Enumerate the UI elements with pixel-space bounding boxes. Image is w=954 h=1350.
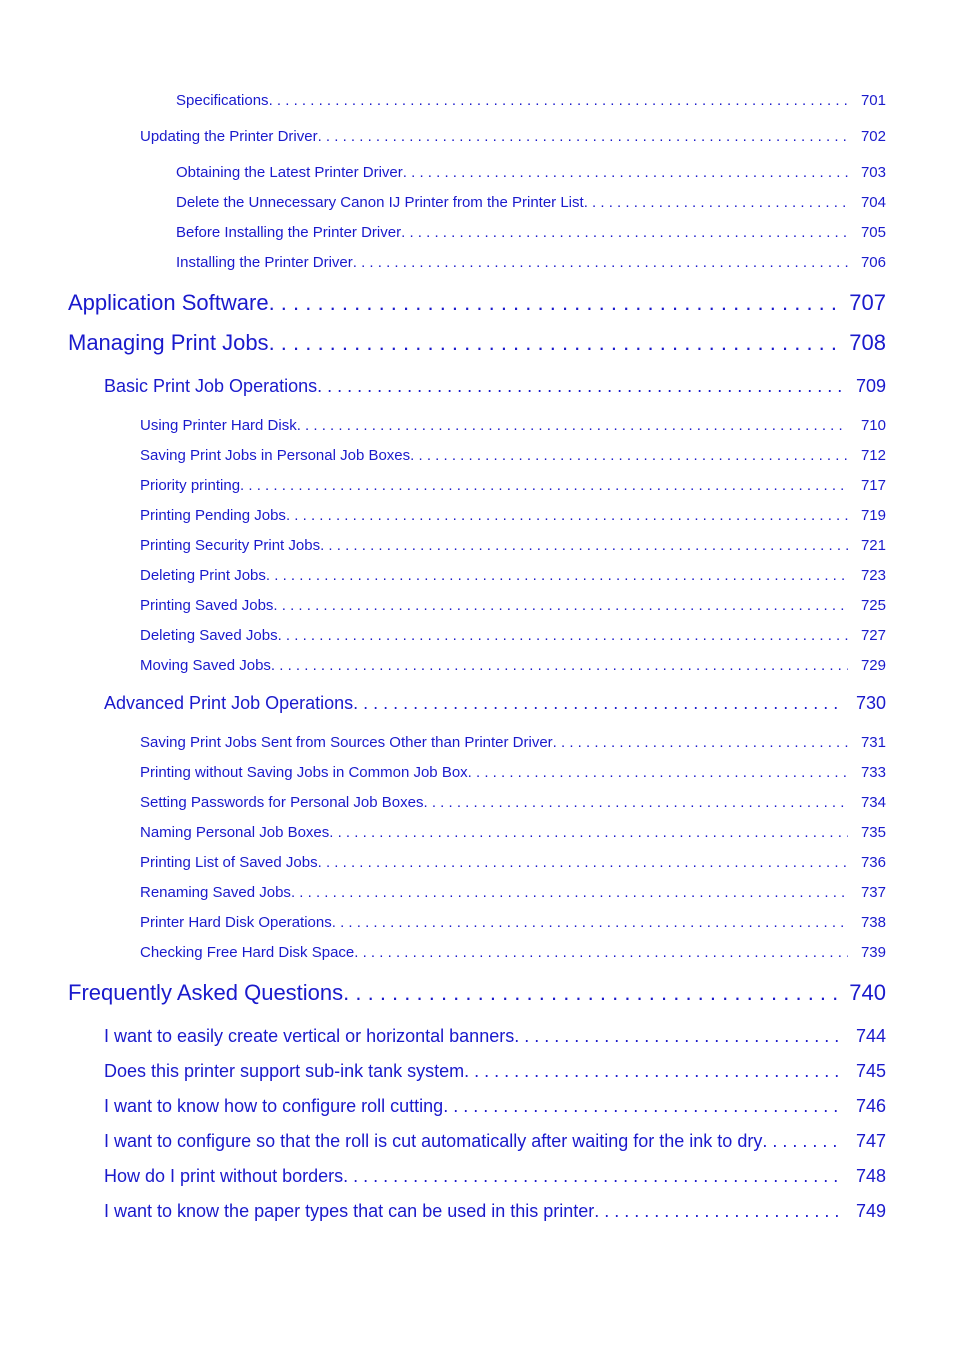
toc-page-number: 746	[855, 1096, 886, 1116]
toc-entry[interactable]	[104, 1061, 886, 1082]
toc-page-number: 717	[860, 477, 886, 494]
leader-dots	[317, 376, 844, 397]
toc-entry[interactable]	[68, 330, 886, 356]
toc-entry-label: Saving Print Jobs Sent from Sources Other than Printer Driver	[140, 734, 553, 751]
toc-entry-label: Specifications	[176, 92, 269, 109]
leader-dots	[286, 507, 848, 524]
toc-entry[interactable]	[140, 764, 886, 781]
leader-dots	[343, 1166, 844, 1187]
toc-entry-label: Printing Saved Jobs	[140, 597, 274, 614]
leader-dots	[464, 1061, 844, 1082]
toc-page-number: 709	[855, 376, 886, 396]
toc-entry[interactable]	[176, 224, 886, 241]
toc-entry[interactable]	[104, 693, 886, 714]
toc-page-number: 745	[855, 1061, 886, 1081]
toc-entry[interactable]	[140, 657, 886, 674]
toc-entry-label: Checking Free Hard Disk Space	[140, 944, 355, 961]
toc-entry[interactable]	[140, 447, 886, 464]
toc-entry[interactable]	[140, 627, 886, 644]
leader-dots	[329, 824, 848, 841]
toc-entry-label: Advanced Print Job Operations	[104, 693, 354, 713]
toc-entry-label: I want to know how to configure roll cutting	[104, 1096, 444, 1116]
toc-page-number: 707	[849, 290, 886, 315]
leader-dots	[553, 734, 848, 751]
toc-page-number: 710	[860, 417, 886, 434]
leader-dots	[269, 330, 838, 356]
toc-entry[interactable]	[140, 477, 886, 494]
toc-page-number: 719	[860, 507, 886, 524]
toc-entry-label: Using Printer Hard Disk	[140, 417, 297, 434]
toc-entry-label: Printing List of Saved Jobs	[140, 854, 318, 871]
toc-page-number: 701	[860, 92, 886, 109]
toc-page-number: 721	[860, 537, 886, 554]
toc-page-number: 738	[860, 914, 886, 931]
toc-entry[interactable]	[176, 254, 886, 271]
toc-entry[interactable]	[104, 376, 886, 397]
toc-entry[interactable]	[140, 128, 886, 145]
toc-entry-label: Managing Print Jobs	[68, 330, 269, 355]
toc-entry-label: Printing Pending Jobs	[140, 507, 286, 524]
leader-dots	[266, 567, 848, 584]
leader-dots	[332, 914, 848, 931]
toc-page-number: 733	[860, 764, 886, 781]
leader-dots	[269, 290, 838, 316]
leader-dots	[762, 1131, 844, 1152]
leader-dots	[468, 764, 848, 781]
toc-page-number: 705	[860, 224, 886, 241]
leader-dots	[514, 1026, 844, 1047]
toc-page-number: 702	[860, 128, 886, 145]
toc-entry-label: Saving Print Jobs in Personal Job Boxes	[140, 447, 411, 464]
toc-entry[interactable]	[68, 980, 886, 1006]
toc-entry[interactable]	[140, 794, 886, 811]
toc-entry[interactable]	[140, 734, 886, 751]
toc-entry-label: Updating the Printer Driver	[140, 128, 318, 145]
toc-entry-label: I want to know the paper types that can be used in this printer	[104, 1201, 595, 1221]
leader-dots	[594, 1201, 844, 1222]
leader-dots	[271, 657, 848, 674]
leader-dots	[318, 128, 848, 145]
toc-entry-label: Basic Print Job Operations	[104, 376, 318, 396]
toc-entry-label: Application Software	[68, 290, 269, 315]
leader-dots	[443, 1096, 844, 1117]
toc-entry-label: Delete the Unnecessary Canon IJ Printer from the Printer List	[176, 194, 584, 211]
leader-dots	[297, 417, 848, 434]
toc-page-number: 747	[855, 1131, 886, 1151]
toc-page-number: 730	[855, 693, 886, 713]
leader-dots	[273, 597, 848, 614]
toc-entry-label: Printer Hard Disk Operations	[140, 914, 332, 931]
toc-page-number: 704	[860, 194, 886, 211]
toc-page-number: 727	[860, 627, 886, 644]
toc-page-number: 712	[860, 447, 886, 464]
toc-entry-label: Moving Saved Jobs	[140, 657, 271, 674]
leader-dots	[278, 627, 848, 644]
toc-entry-label: Printing without Saving Jobs in Common Job Box	[140, 764, 468, 781]
toc-entry-label: Printing Security Print Jobs	[140, 537, 321, 554]
leader-dots	[410, 447, 848, 464]
toc-entry-label: Does this printer support sub-ink tank system	[104, 1061, 465, 1081]
toc-page-number: 706	[860, 254, 886, 271]
leader-dots	[423, 794, 848, 811]
leader-dots	[353, 693, 844, 714]
toc-page-number: 739	[860, 944, 886, 961]
leader-dots	[401, 224, 848, 241]
toc-page-number: 731	[860, 734, 886, 751]
leader-dots	[353, 254, 848, 271]
toc-page-number: 735	[860, 824, 886, 841]
toc-entry-label: Deleting Print Jobs	[140, 567, 266, 584]
toc-entry-label: Priority printing	[140, 477, 241, 494]
toc-page-number: 744	[855, 1026, 886, 1046]
leader-dots	[320, 537, 848, 554]
toc-entry-label: Setting Passwords for Personal Job Boxes	[140, 794, 424, 811]
toc-entry-label: Before Installing the Printer Driver	[176, 224, 402, 241]
toc-entry[interactable]	[104, 1131, 886, 1152]
toc-entry[interactable]	[140, 597, 886, 614]
leader-dots	[354, 944, 848, 961]
toc-entry-label: I want to easily create vertical or horizontal banners	[104, 1026, 515, 1046]
toc-page-number: 734	[860, 794, 886, 811]
toc-page-number: 729	[860, 657, 886, 674]
leader-dots	[240, 477, 848, 494]
toc-entry[interactable]	[140, 537, 886, 554]
toc-entry[interactable]	[176, 92, 886, 109]
toc-entry[interactable]	[140, 944, 886, 961]
leader-dots	[318, 854, 848, 871]
toc-page-number: 703	[860, 164, 886, 181]
toc-entry[interactable]	[104, 1166, 886, 1187]
toc-entry-label: Naming Personal Job Boxes	[140, 824, 330, 841]
toc-entry[interactable]	[140, 914, 886, 931]
toc-page-number: 748	[855, 1166, 886, 1186]
toc-entry[interactable]	[140, 507, 886, 524]
toc-page-number: 749	[855, 1201, 886, 1221]
leader-dots	[269, 92, 848, 109]
toc-entry-label: How do I print without borders	[104, 1166, 344, 1186]
leader-dots	[403, 164, 848, 181]
toc-entry[interactable]	[104, 1096, 886, 1117]
toc-page-number: 723	[860, 567, 886, 584]
leader-dots	[343, 980, 838, 1006]
toc-entry[interactable]	[140, 417, 886, 434]
toc-entry-label: Installing the Printer Driver	[176, 254, 353, 271]
toc-entry[interactable]	[140, 884, 886, 901]
toc-page-number: 725	[860, 597, 886, 614]
leader-dots	[584, 194, 848, 211]
toc-page-number: 737	[860, 884, 886, 901]
leader-dots	[291, 884, 848, 901]
toc-entry[interactable]	[104, 1026, 886, 1047]
toc-entry-label: I want to configure so that the roll is cut automatically after waiting for the ink to dry	[104, 1131, 763, 1151]
toc-entry-label: Frequently Asked Questions	[68, 980, 344, 1005]
toc-entry[interactable]	[140, 854, 886, 871]
toc-entry-label: Obtaining the Latest Printer Driver	[176, 164, 403, 181]
toc-page-number: 708	[849, 330, 886, 355]
toc-entry-label: Renaming Saved Jobs	[140, 884, 291, 901]
toc-page-number: 736	[860, 854, 886, 871]
toc-entry[interactable]	[68, 290, 886, 316]
toc-page-number: 740	[849, 980, 886, 1005]
toc-entry[interactable]	[176, 164, 886, 181]
toc-entry[interactable]	[104, 1201, 886, 1222]
toc-entry[interactable]	[140, 824, 886, 841]
toc-entry-label: Deleting Saved Jobs	[140, 627, 278, 644]
toc-entry[interactable]	[176, 194, 886, 211]
toc-entry[interactable]	[140, 567, 886, 584]
